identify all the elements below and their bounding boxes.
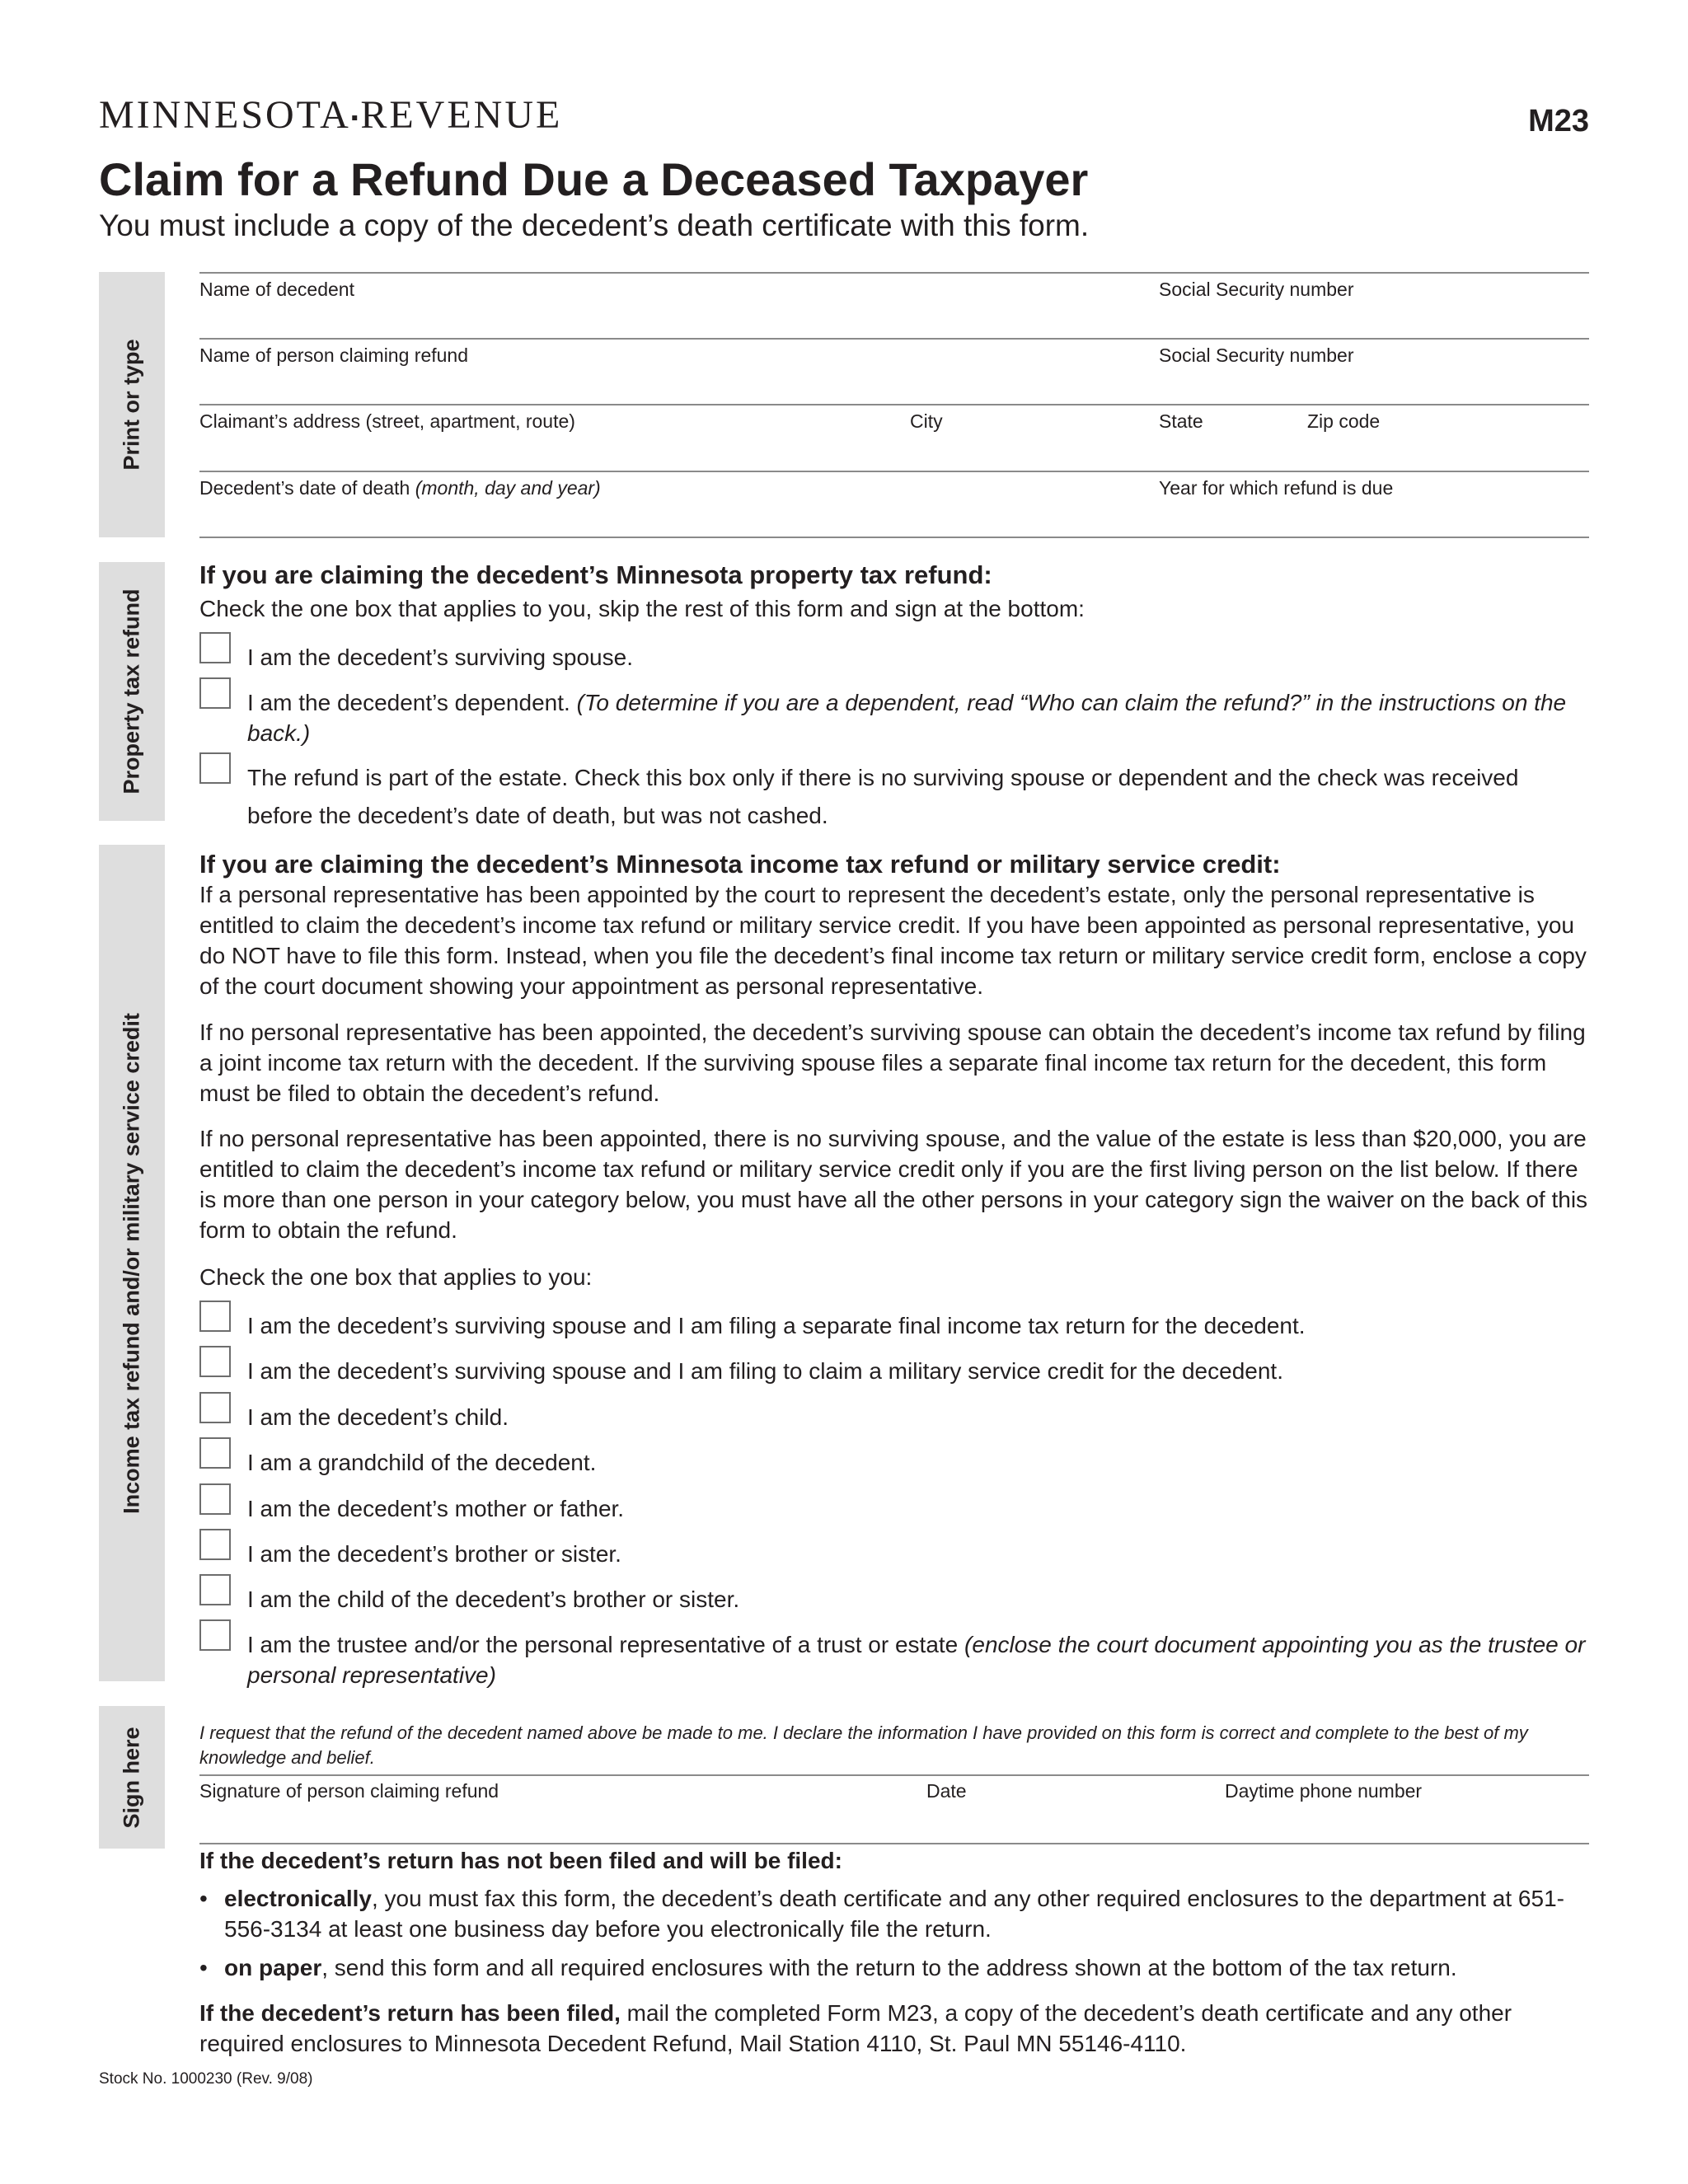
claimant-ssn-field[interactable]: Social Security number xyxy=(1159,344,1354,366)
tab-sign-here: Sign here xyxy=(99,1706,165,1849)
declaration-text: I request that the refund of the decedent named above be made to me. I declare the information I have provided on this form is correct and complete to the best of my knowledge and belief. xyxy=(199,1722,1528,1768)
income-tax-heading: If you are claiming the decedent’s Minnesota income tax refund or military service credit: xyxy=(199,850,1281,879)
stock-number: Stock No. 1000230 (Rev. 9/08) xyxy=(99,2070,313,2088)
income-instruction: Check the one box that applies to you: xyxy=(199,1264,593,1290)
checkbox[interactable] xyxy=(199,1619,231,1651)
property-tax-instruction: Check the one box that applies to you, skip the rest of this form and sign at the bottom: xyxy=(199,596,1085,621)
checkbox[interactable] xyxy=(199,1301,231,1332)
bullet-on-paper: • on paper, send this form and all required enclosures with the return to the address shown at the bottom of the tax return. xyxy=(199,1955,1457,1980)
income-paragraph-3: If no personal representative has been appointed, there is no surviving spouse, and the value of the estate is less than $20,000, you are entitled to claim the decedent’s income tax refund or military service credit only if you are the first living person on the list below. If there is more than one person in your category below, you must have all the other persons in your category sign the waiver on the back of this form to obtain the refund. xyxy=(199,1126,1588,1243)
date-field[interactable]: Date xyxy=(926,1780,967,1802)
signature-field[interactable]: Signature of person claiming refund xyxy=(199,1780,499,1802)
checkbox[interactable] xyxy=(199,1392,231,1423)
field-divider xyxy=(199,471,1589,472)
filing-bullets xyxy=(199,1883,1589,1991)
filing-heading: If the decedent’s return has not been filed and will be filed: xyxy=(199,1848,842,1873)
minnesota-revenue-logo: MINNESOTA▪REVENUE xyxy=(99,93,563,137)
date-of-death-field[interactable]: Decedent’s date of death (month, day and year) xyxy=(199,477,601,499)
page-title: Claim for a Refund Due a Deceased Taxpayer xyxy=(99,153,1089,205)
bullet-electronically: • electronically, you must fax this form, the decedent’s death certificate and any other required enclosures to the department at 651-556-3134 at least one business day before you electronically file the return. xyxy=(199,1886,1564,1942)
field-divider xyxy=(199,272,1589,274)
field-divider xyxy=(199,1774,1589,1776)
tab-property-tax-refund: Property tax refund xyxy=(99,562,165,821)
page-subtitle: You must include a copy of the decedent’s death certificate with this form. xyxy=(99,209,1090,242)
checkbox[interactable] xyxy=(199,752,231,784)
decedent-ssn-field[interactable]: Social Security number xyxy=(1159,279,1354,300)
checkbox[interactable] xyxy=(199,677,231,709)
field-divider xyxy=(199,338,1589,340)
filed-return-instructions: If the decedent’s return has been filed, mail the completed Form M23, a copy of the decedent’s death certificate and any other required enclosures to Minnesota Decedent Refund, Mail Station 4110, St. Paul MN 55146-4110. xyxy=(199,2000,1512,2056)
refund-year-field[interactable]: Year for which refund is due xyxy=(1159,477,1394,499)
field-divider xyxy=(199,404,1589,405)
income-paragraph-2: If no personal representative has been appointed, the decedent’s surviving spouse can obtain the decedent’s income tax refund by filing a joint income tax return with the decedent. If the surviving spouse files a separate final income tax return for the decedent, this form must be filed to obtain the decedent’s refund. xyxy=(199,1019,1586,1106)
income-paragraph-1: If a personal representative has been appointed by the court to represent the decedent’s estate, only the personal representative is entitled to claim the decedent’s income tax refund or military service credit. If you have been appointed as personal representative, you do NOT have to file this form. Instead, when you file the decedent’s final income tax return or military service credit form, enclose a copy of the court document showing your appointment as personal representative. xyxy=(199,882,1587,999)
property-tax-heading: If you are claiming the decedent’s Minnesota property tax refund: xyxy=(199,560,992,589)
tab-income-tax-refund: Income tax refund and/or military service credit xyxy=(99,845,165,1681)
checkbox[interactable] xyxy=(199,1483,231,1515)
state-field[interactable]: State xyxy=(1159,410,1203,432)
claimant-address-field[interactable]: Claimant’s address (street, apartment, route) xyxy=(199,410,575,432)
checkbox[interactable] xyxy=(199,1437,231,1469)
zip-code-field[interactable]: Zip code xyxy=(1307,410,1381,432)
checkbox[interactable] xyxy=(199,1529,231,1560)
checkbox[interactable] xyxy=(199,1346,231,1377)
daytime-phone-field[interactable]: Daytime phone number xyxy=(1225,1780,1423,1802)
checkbox[interactable] xyxy=(199,632,231,663)
form-number: M23 xyxy=(1528,104,1589,138)
city-field[interactable]: City xyxy=(910,410,943,432)
field-divider xyxy=(199,537,1589,538)
checkbox[interactable] xyxy=(199,1574,231,1605)
field-divider xyxy=(199,1843,1589,1844)
name-of-decedent-field[interactable]: Name of decedent xyxy=(199,279,354,300)
claimant-name-field[interactable]: Name of person claiming refund xyxy=(199,344,468,366)
tab-print-or-type: Print or type xyxy=(99,272,165,537)
